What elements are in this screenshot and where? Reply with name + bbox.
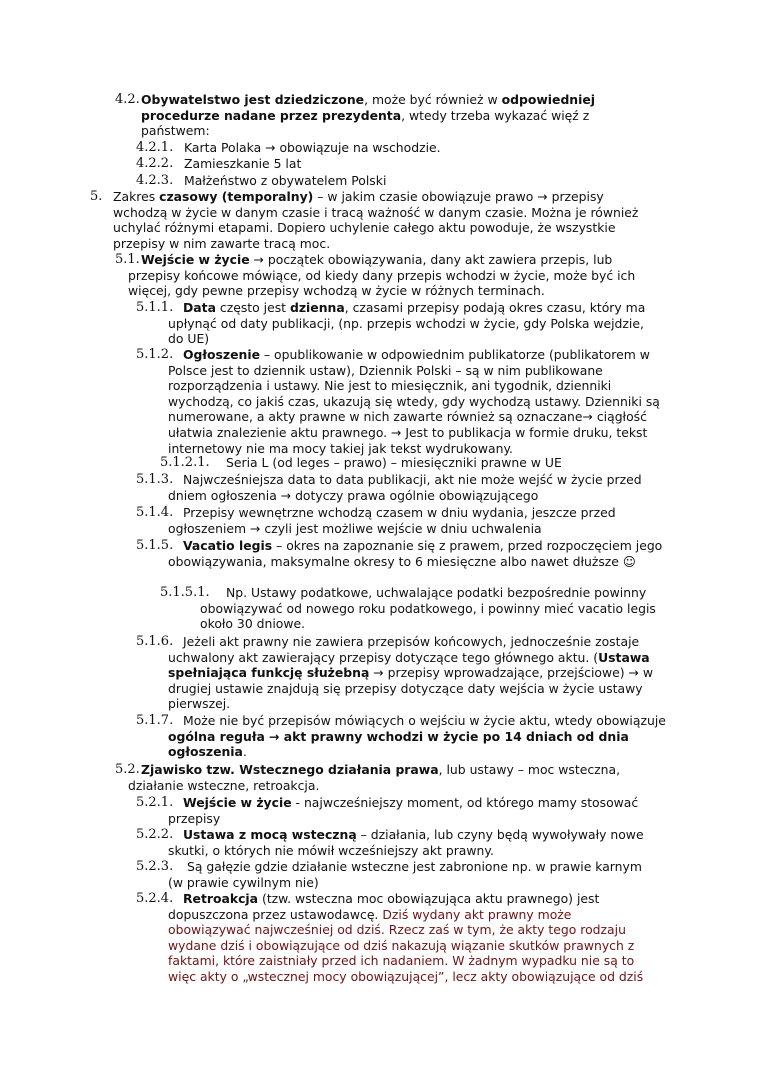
item-text <box>136 827 660 858</box>
list-item <box>136 472 655 503</box>
text-run: Są gałęzie gdzie działanie wsteczne jest zabronione np. w prawie karnym (w prawie cywilnym nie) <box>168 859 642 890</box>
item-text <box>136 472 655 503</box>
item-number: 4.2. <box>115 92 140 107</box>
bold-text: Retroakcja <box>183 891 259 906</box>
list-item <box>160 455 640 471</box>
bold-text: Ogłoszenie <box>183 347 260 362</box>
item-number: 5.2.2. <box>136 827 174 842</box>
list-item <box>136 827 660 858</box>
item-number: 5.2.3. <box>136 859 174 874</box>
list-item <box>90 189 655 251</box>
item-text <box>90 189 655 251</box>
item-number: 5.1.2. <box>136 347 174 362</box>
item-number: 5. <box>90 189 103 204</box>
bold-text: odpowiedniej procedurze nadane przez prezydenta <box>141 92 596 123</box>
text-run: – okres na zapoznanie się z prawem, przed rozpoczęciem jego obowiązywania, maksymalne okresy to 6 miesięczne albo nawet dłuższe ☺ <box>168 538 663 569</box>
item-text <box>136 634 666 712</box>
bold-text: dzienna <box>289 300 345 315</box>
text-run: → przepisy wprowadzające, przejściowe) → w drugiej ustawie znajdują się przepisy dotyczące daty wejścia w życie ustawy pierwszej. <box>168 665 653 712</box>
list-item <box>136 859 656 890</box>
text-run: . <box>242 744 247 760</box>
highlighted-text: Dziś wydany akt prawny może obowiązywać najwcześniej od dziś. Rzecz zaś w tym, że akty tego rodzaju wydane dziś i obowiązujące od dziś nakazują wiązanie skutków prawnych z faktami, które zaistniały przed ich nadaniem. W żadnym wypadku nie są to więc akty o „wstecznej mocy obowiązującej”, lecz akty obowiązujące od dziś <box>168 906 644 984</box>
item-number: 5.1.2.1. <box>160 455 210 470</box>
bold-text: ogólna reguła → akt prawny wchodzi w życie po 14 dniach od dnia ogłoszenia <box>168 728 629 760</box>
list-item <box>136 713 666 760</box>
item-text <box>136 538 666 569</box>
text-run: Najwcześniejsza data to data publikacji, akt nie może wejść w życie przed dniem ogłoszenia → dotyczy prawa ogólnie obowiązującego <box>168 472 642 503</box>
item-number: 5.1.3. <box>136 472 174 487</box>
text-run: , może być również w <box>364 92 502 107</box>
list-item <box>136 300 660 347</box>
list-item <box>115 92 610 139</box>
item-number: 5.1.5. <box>136 538 174 553</box>
item-text <box>136 713 666 760</box>
list-item <box>115 762 640 793</box>
item-number: 5.1.1. <box>136 300 174 315</box>
text-run: (tzw. wsteczna moc obowiązująca aktu prawnego) jest dopuszczona przez ustawodawcę. <box>168 891 600 922</box>
item-number: 5.2. <box>115 762 140 777</box>
item-text <box>136 156 450 172</box>
list-item <box>136 156 450 172</box>
item-text <box>136 300 660 347</box>
item-text <box>136 795 656 826</box>
bold-text: czasowy (temporalny) <box>159 189 314 204</box>
item-text <box>160 455 640 471</box>
bold-text: Ustawa spełniająca funkcję służebną <box>168 649 650 681</box>
item-text <box>115 762 640 793</box>
text-run: → początek obowiązywania, dany akt zawiera przepis, lub przepisy końcowe mówiące, od kiedy dany przepis wchodzi w życie, może być ich więcej, gdy pewne przepisy wchodzą w życie w różnych terminach. <box>128 252 636 299</box>
item-text <box>136 140 450 156</box>
list-item <box>115 252 666 299</box>
list-item <box>136 173 450 189</box>
bold-text: Ustawa z mocą wsteczną <box>183 827 357 842</box>
text-run: , lub ustawy – moc wsteczna, działanie wsteczne, retroakcja. <box>128 762 621 793</box>
text-run: , wtedy trzeba wykazać więź z państwem: <box>141 107 590 139</box>
item-text <box>115 252 666 299</box>
text-run: - najwcześniejszy moment, od którego mamy stosować przepisy <box>168 795 639 826</box>
list-item <box>136 140 450 156</box>
list-item <box>160 585 660 632</box>
text-run: Przepisy wewnętrzne wchodzą czasem w dniu wydania, jeszcze przed ogłoszeniem → czyli jest możliwe wejście w dniu uchwalenia <box>168 505 616 536</box>
item-number: 5.1.4. <box>136 505 174 520</box>
list-item <box>136 795 656 826</box>
text-run: Zakres <box>113 189 160 204</box>
item-number: 5.1.5.1. <box>160 585 210 600</box>
item-text <box>136 891 656 985</box>
list-item <box>136 538 666 569</box>
text-run: Seria L (od leges – prawo) – miesięczniki prawne w UE <box>226 455 562 470</box>
text-run: Może nie być przepisów mówiących o wejściu w życie aktu, wtedy obowiązuje <box>183 713 666 728</box>
item-text <box>136 347 666 456</box>
bold-text: Obywatelstwo jest dziedziczone <box>141 92 365 107</box>
bold-text: Data <box>183 300 216 315</box>
list-item <box>136 891 656 985</box>
item-text <box>115 92 610 139</box>
text-run: Np. Ustawy podatkowe, uchwalające podatki bezpośrednie powinny obowiązywać od nowego roku podatkowego, i powinny mieć vacatio legis około 30 dniowe. <box>200 585 656 632</box>
bold-text: Vacatio legis <box>183 538 273 553</box>
item-number: 5.1.6. <box>136 634 174 649</box>
text-run: – działania, lub czyny będą wywoływały nowe skutki, o których nie mówił wcześniejszy akt prawny. <box>168 827 644 858</box>
item-number: 4.2.2. <box>136 156 174 171</box>
item-text <box>136 859 656 890</box>
text-run: , czasami przepisy podają okres czasu, który ma upłynąć od daty publikacji, (np. przepis wchodzi w życie, gdy Polska wejdzie, do UE) <box>168 300 646 347</box>
item-text <box>136 173 450 189</box>
bold-text: Zjawisko tzw. Wstecznego działania prawa <box>141 762 439 777</box>
bold-text: Wejście w życie <box>141 252 250 267</box>
text-run: – opublikowanie w odpowiednim publikatorze (publikatorem w Polsce jest to dziennik ustaw), Dziennik Polski – są w nim publikowane rozporządzenia i ustawy. Nie jest to miesięcznik, ani tygodnik, dzienniki wychodzą, co jakiś czas, ukazują się wtedy, gdy wychodzą ustawy. Dzienniki są numerowane, a akty prawne w nich zawarte również są oznaczane→ ciągłość ułatwia znalezienie aktu prawnego. → Jest to publikacja w formie druku, tekst internetowy nie ma mocy takiej jak tekst wydrukowany. <box>168 347 660 456</box>
item-number: 4.2.3. <box>136 173 174 188</box>
list-item <box>136 634 666 712</box>
text-run: Zamieszkanie 5 lat <box>184 156 302 171</box>
item-text <box>160 585 660 632</box>
text-run: Jeżeli akt prawny nie zawiera przepisów końcowych, jednocześnie zostaje uchwalony akt zawierający przepisy dotyczące tego głównego aktu. ( <box>168 634 640 665</box>
list-item <box>136 347 666 456</box>
text-run: – w jakim czasie obowiązuje prawo → przepisy wchodzą w życie w danym czasie i tracą ważność w danym czasie. Można je również uchylać różnymi etapami. Dopiero uchylenie całego aktu powoduje, że wszystkie przepisy w nim zawarte tracą moc. <box>113 189 639 251</box>
item-number: 5.1. <box>115 252 140 267</box>
bold-text: Wejście w życie <box>183 795 292 810</box>
text-run: Małżeństwo z obywatelem Polski <box>184 173 387 188</box>
list-item <box>136 505 630 536</box>
item-number: 5.2.1. <box>136 795 174 810</box>
text-run: często jest <box>215 300 290 315</box>
text-run: Karta Polaka → obowiązuje na wschodzie. <box>184 140 441 155</box>
item-number: 5.1.7. <box>136 713 174 728</box>
item-number: 4.2.1. <box>136 140 174 155</box>
item-text <box>136 505 630 536</box>
item-number: 5.2.4. <box>136 891 174 906</box>
